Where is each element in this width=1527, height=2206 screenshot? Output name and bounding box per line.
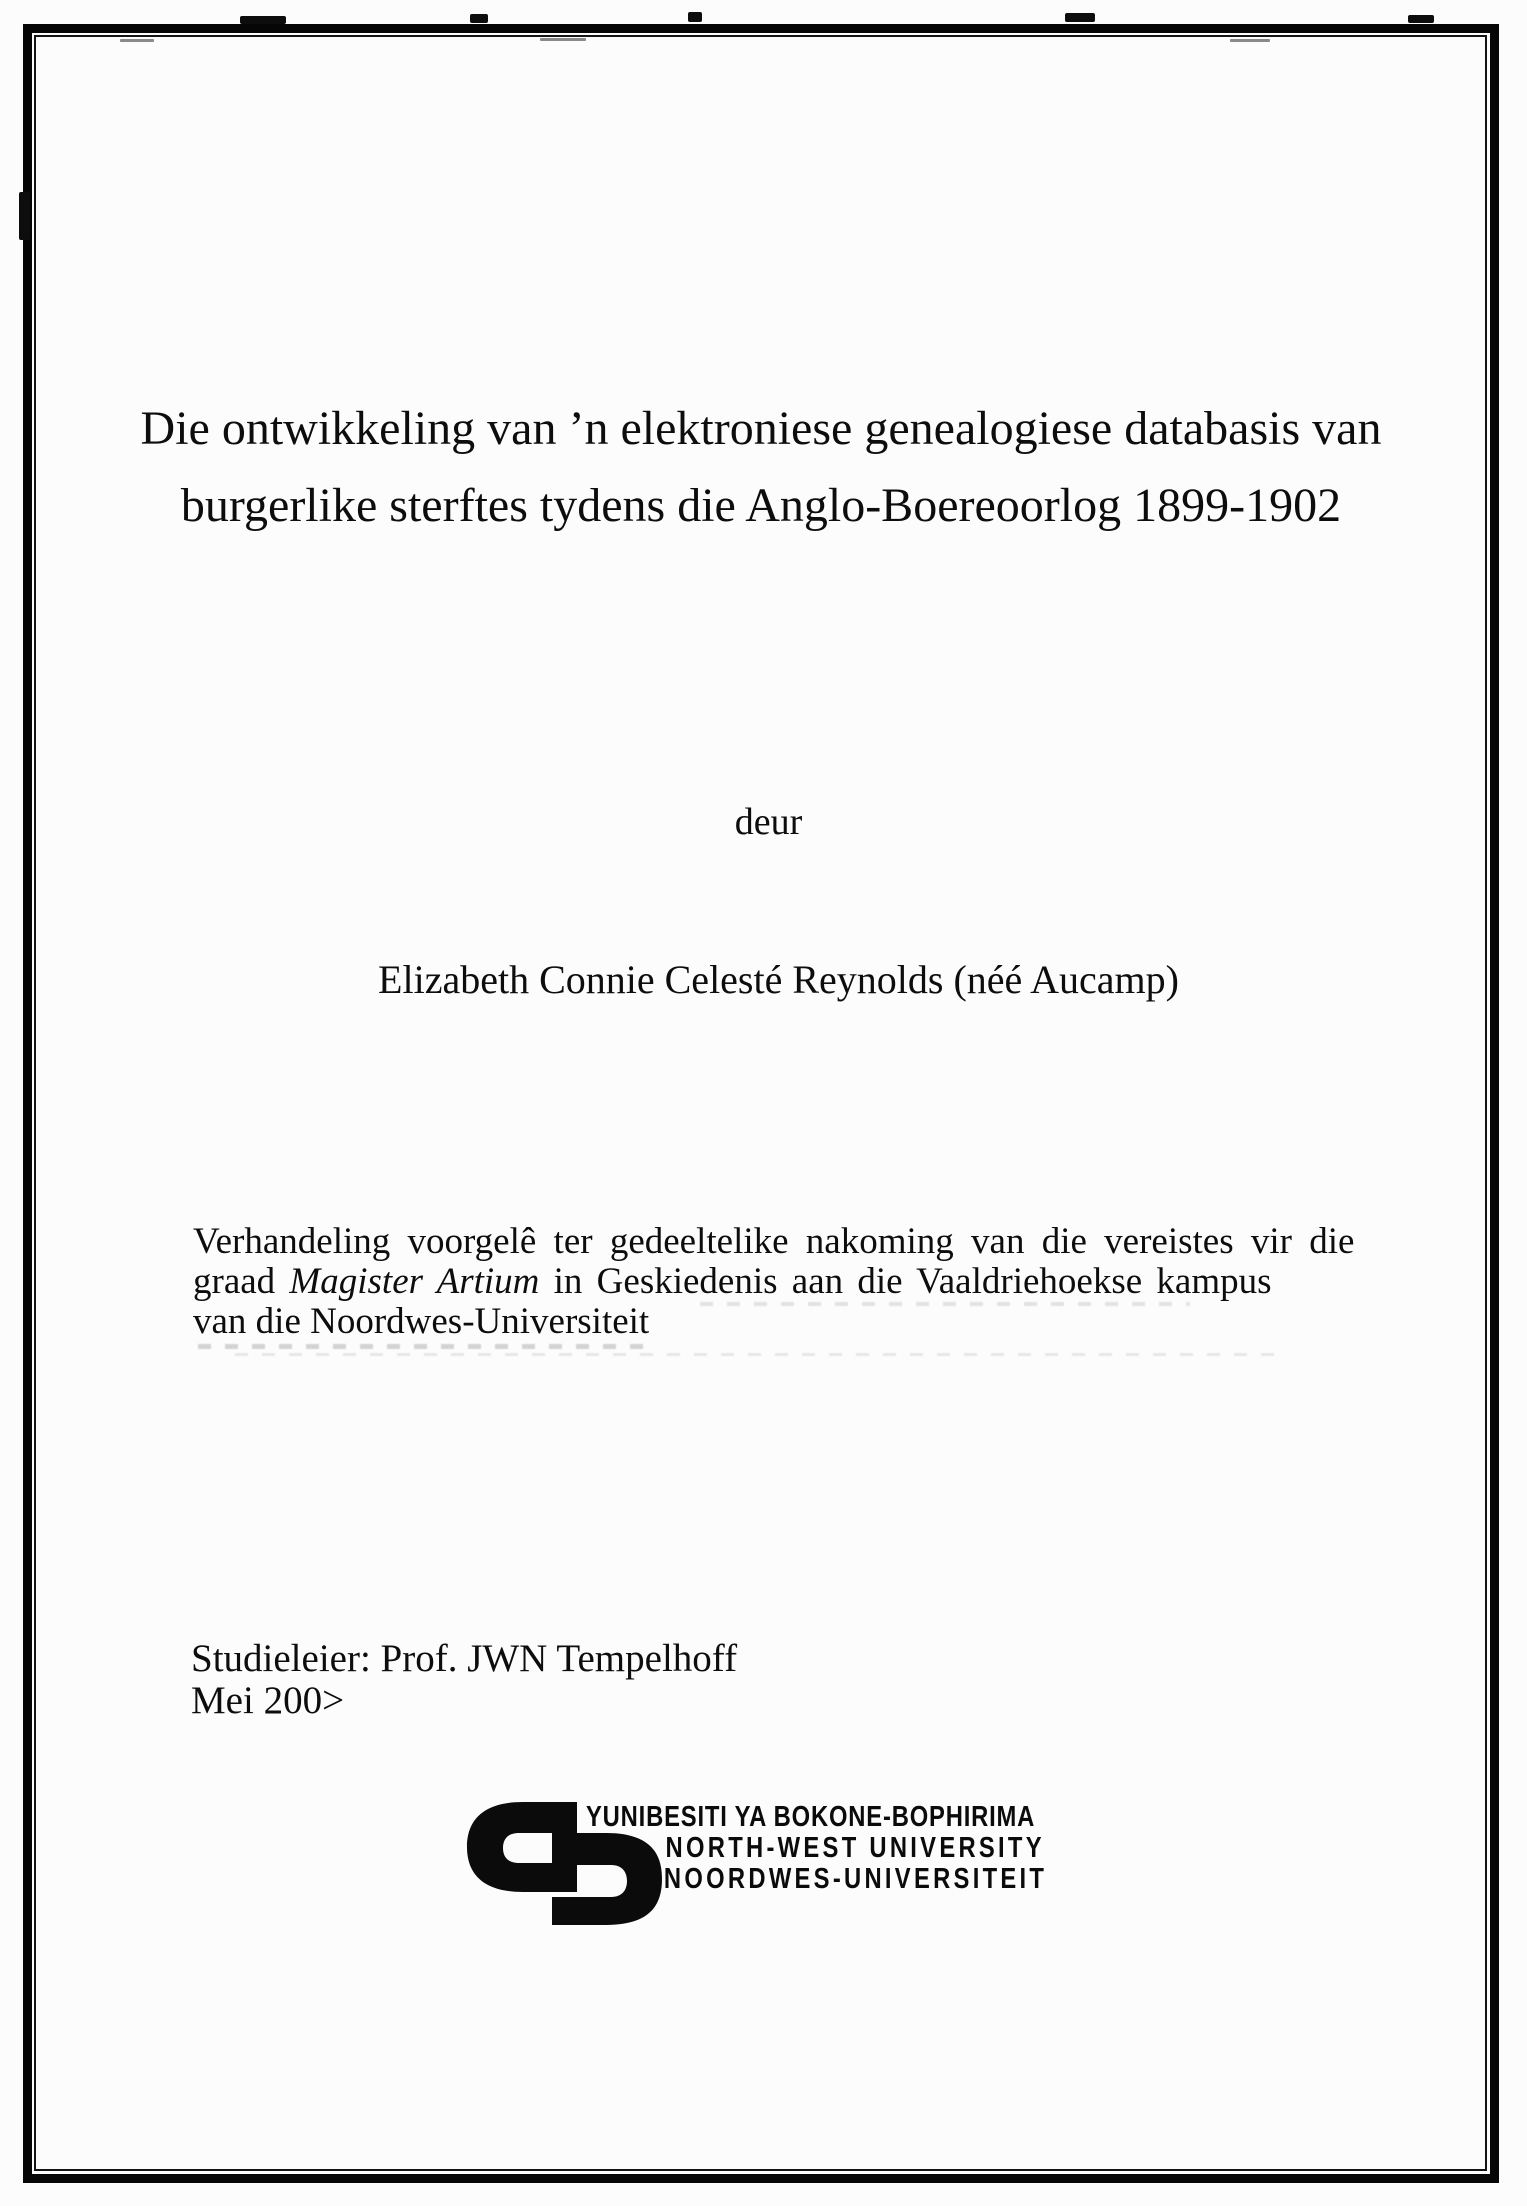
degree-statement-line3: van die Noordwes-Universiteit [193, 1301, 650, 1342]
degree-statement-line2-post: in Geskiedenis aan die Vaaldriehoekse kampus [539, 1261, 1272, 1302]
author-name: Elizabeth Connie Celesté Reynolds (néé Aucamp) [378, 957, 1179, 1002]
degree-statement-line2-pre: graad [193, 1261, 290, 1302]
degree-statement-line1: Verhandeling voorgelê ter gedeeltelike nakoming van die vereistes vir die [193, 1221, 1355, 1262]
scan-artifact [19, 192, 30, 240]
degree-statement-line2 [193, 1262, 1345, 1302]
scan-artifact [1065, 13, 1095, 22]
degree-statement [193, 1221, 1355, 1342]
university-logo-text [586, 1802, 1047, 1895]
scan-artifact [540, 38, 586, 41]
thesis-title [40, 390, 1482, 544]
supervisor-block [191, 1638, 737, 1722]
degree-title-italic: Magister Artium [289, 1261, 540, 1302]
scan-artifact [198, 1344, 653, 1349]
logo-text-afrikaans: NOORDWES-UNIVERSITEIT [663, 1863, 1048, 1895]
thesis-title-line2: burgerlike sterftes tydens die Anglo-Boereoorlog 1899-1902 [180, 479, 1342, 532]
supervisor-line: Studieleier: Prof. JWN Tempelhoff [191, 1637, 738, 1680]
scan-artifact [240, 16, 286, 24]
scan-artifact [120, 39, 154, 42]
scan-artifact [470, 14, 488, 23]
scan-artifact [1408, 15, 1434, 23]
scan-artifact [688, 12, 702, 22]
logo-text-english: NORTH-WEST UNIVERSITY [665, 1832, 1045, 1864]
scan-artifact [1230, 39, 1270, 42]
logo-text-setswana: YUNIBESITI YA BOKONE-BOPHIRIMA [586, 1801, 1036, 1833]
thesis-title-line1: Die ontwikkeling van ’n elektroniese genealogiese databasis van [140, 402, 1382, 455]
date-line: Mei 200> [191, 1679, 345, 1722]
scan-artifact [235, 1353, 1275, 1356]
byline-deur: deur [734, 801, 803, 843]
